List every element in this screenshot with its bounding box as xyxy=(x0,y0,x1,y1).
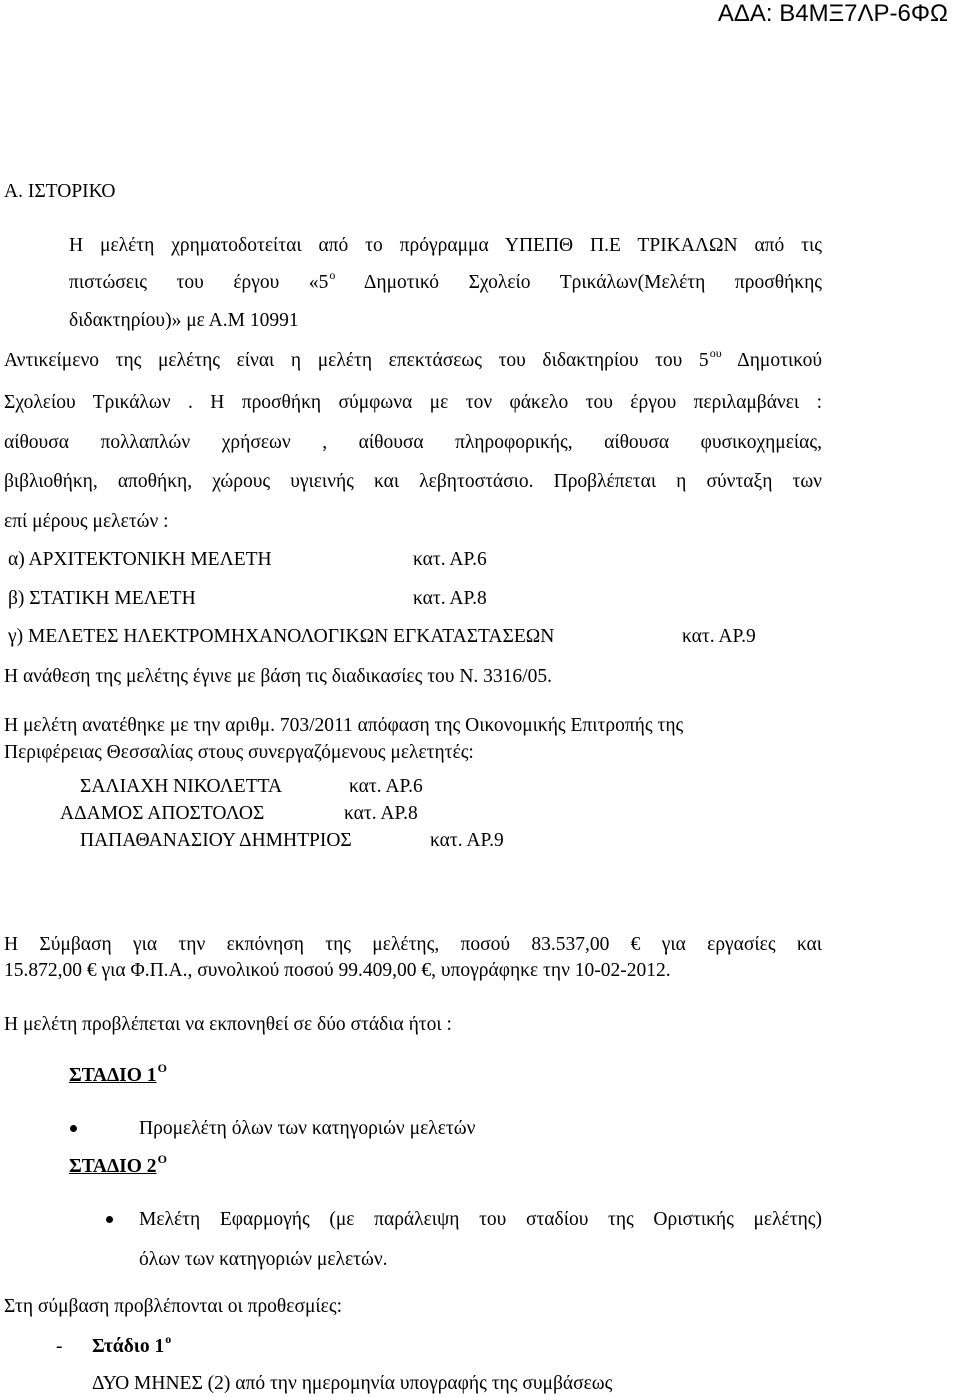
designer-category: κατ. ΑΡ.6 xyxy=(349,776,423,797)
para2-line3: αίθουσα πολλαπλών χρήσεων , αίθουσα πληροφορικής, αίθουσα φυσικοχημείας, xyxy=(4,432,822,453)
para1-line2-text-b: Δημοτικό Σχολείο Τρικάλων(Μελέτη προσθήκης xyxy=(363,272,822,293)
assignment-text: Η ανάθεση της μελέτης έγινε με βάση τις διαδικασίες του Ν. 3316/05. xyxy=(4,666,552,687)
decision-line2: Περιφέρειας Θεσσαλίας στους συνεργαζόμενους μελετητές: xyxy=(4,742,474,763)
designer-category: κατ. ΑΡ.8 xyxy=(344,803,418,824)
deadline-dash: - xyxy=(56,1336,63,1357)
stage1-title-text: ΣΤΑΔΙΟ 1 xyxy=(69,1065,157,1086)
stage2-title-text: ΣΤΑΔΙΟ 2 xyxy=(69,1156,157,1177)
deadlines-intro: Στη σύμβαση προβλέπονται οι προθεσμίες: xyxy=(4,1296,342,1317)
bullet-icon xyxy=(70,1125,77,1132)
para1-line1: Η μελέτη χρηματοδοτείται από το πρόγραμμα ΥΠΕΠΘ Π.Ε ΤΡΙΚΑΛΩΝ από τις xyxy=(69,235,822,256)
stages-intro: Η μελέτη προβλέπεται να εκπονηθεί σε δύο στάδια ήτοι : xyxy=(4,1014,452,1035)
bullet-icon xyxy=(106,1216,113,1223)
ordinal-superscript: ου xyxy=(709,346,722,360)
para1-line2-text-a: πιστώσεις του έργου «5 xyxy=(69,272,329,293)
designer-name: ΠΑΠΑΘΑΝΑΣΙΟΥ ΔΗΜΗΤΡΙΟΣ xyxy=(80,830,352,851)
deadline-stage-text: Στάδιο 1 xyxy=(92,1336,165,1357)
deadline-stage-label xyxy=(92,1332,172,1357)
ordinal-superscript: ο xyxy=(329,268,336,282)
stage2-ordinal-superscript: Ο xyxy=(157,1152,167,1166)
stage1-ordinal-superscript: Ο xyxy=(157,1061,167,1075)
designer-name: ΑΔΑΜΟΣ ΑΠΟΣΤΟΛΟΣ xyxy=(60,803,265,824)
para1-line3: διδακτηρίου)» με Α.Μ 10991 xyxy=(69,310,299,331)
para2-line1 xyxy=(4,346,822,371)
para2-line1-text-b: Δημοτικού xyxy=(737,350,822,371)
study-item-electromechanical: γ) ΜΕΛΕΤΕΣ ΗΛΕΚΤΡΟΜΗΧΑΝΟΛΟΓΙΚΩΝ ΕΓΚΑΤΑΣΤΑΣΕΩΝ xyxy=(8,626,555,647)
contract-line1: Η Σύμβαση για την εκπόνηση της μελέτης, ποσού 83.537,00 € για εργασίες και xyxy=(4,934,822,955)
study-item-electromechanical-category: κατ. ΑΡ.9 xyxy=(682,626,756,647)
stage2-title xyxy=(69,1152,167,1177)
study-item-structural-category: κατ. ΑΡ.8 xyxy=(413,588,487,609)
stage2-item-line1: Μελέτη Εφαρμογής (με παράλειψη του σταδίου της Οριστικής μελέτης) xyxy=(139,1209,822,1230)
decision-line1: Η μελέτη ανατέθηκε με την αριθμ. 703/2011 απόφαση της Οικονομικής Επιτροπής της xyxy=(4,715,684,736)
ada-code: ΑΔΑ: Β4ΜΞ7ΛΡ-6ΦΩ xyxy=(717,0,948,27)
para2-line5: επί μέρους μελετών : xyxy=(4,511,169,532)
para2-line2: Σχολείου Τρικάλων . Η προσθήκη σύμφωνα με τον φάκελο του έργου περιλαμβάνει : xyxy=(4,392,822,413)
study-item-architectural-category: κατ. ΑΡ.6 xyxy=(413,549,487,570)
stage1-item: Προμελέτη όλων των κατηγοριών μελετών xyxy=(139,1118,476,1139)
stage2-item-line2: όλων των κατηγοριών μελετών. xyxy=(139,1249,388,1270)
designer-name: ΣΑΛΙΑΧΗ ΝΙΚΟΛΕΤΤΑ xyxy=(80,776,283,797)
stage1-title xyxy=(69,1061,167,1086)
study-item-architectural: α) ΑΡΧΙΤΕΚΤΟΝΙΚΗ ΜΕΛΕΤΗ xyxy=(8,549,272,570)
study-item-structural: β) ΣΤΑΤΙΚΗ ΜΕΛΕΤΗ xyxy=(8,588,196,609)
para2-line4: βιβλιοθήκη, αποθήκη, χώρους υγιεινής και λεβητοστάσιο. Προβλέπεται η σύνταξη των xyxy=(4,471,822,492)
para1-line2 xyxy=(69,268,822,293)
contract-line2: 15.872,00 € για Φ.Π.Α., συνολικού ποσού 99.409,00 €, υπογράφηκε την 10-02-2012. xyxy=(4,960,671,981)
para2-line1-text-a: Αντικείμενο της μελέτης είναι η μελέτη επεκτάσεως του διδακτηρίου του 5 xyxy=(4,350,709,371)
designer-category: κατ. ΑΡ.9 xyxy=(430,830,504,851)
deadline-duration: ΔΥΟ ΜΗΝΕΣ (2) από την ημερομηνία υπογραφής της συμβάσεως xyxy=(92,1373,613,1394)
deadline-ordinal-superscript: ο xyxy=(165,1332,172,1346)
section-title: Α. ΙΣΤΟΡΙΚΟ xyxy=(4,181,116,202)
